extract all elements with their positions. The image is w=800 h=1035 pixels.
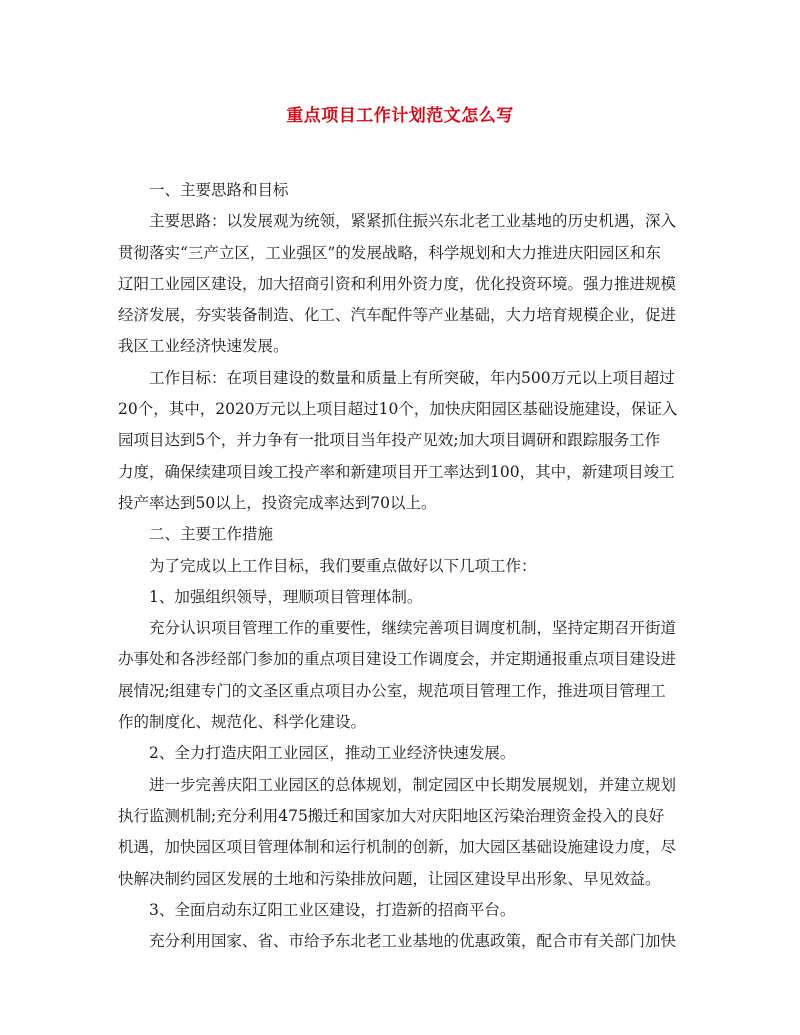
section-heading: 二、主要工作措施 [149,525,274,544]
document-title: 重点项目工作计划范文怎么写 [286,106,514,126]
paragraph: 充分利用国家、省、市给予东北老工业基地的优惠政策，配合市有关部门加快 [149,932,677,951]
paragraph: 充分认识项目管理工作的重要性，继续完善项目调度机制，坚持定期召开街道 办事处和各涉经部门参加的重点项目建设工作调度会，并定期通报重点项目建设进 展情况;组建专门的文圣区重点项目办公室，规范项目管理工作，推进项目管理工 作的制度化、规范化、科学化建设。 [118,619,677,732]
paragraph: 为了完成以上工作目标，我们要重点做好以下几项工作： [149,556,537,575]
subsection-heading: 2、全力打造庆阳工业园区，推动工业经济快速发展。 [149,744,516,763]
paragraph: 主要思路：以发展观为统领，紧紧抓住振兴东北老工业基地的历史机遇，深入 贯彻落实“三产立区，工业强区”的发展战略，科学规划和大力推进庆阳园区和东 辽阳工业园区建设，加大招商引资和利用外资力度，优化投资环境。强力推进规模 经济发展，夯实装备制造、化工、汽车配件等产业基础，大力培育规模企业，促进 我区工业经济快速发展。 [118,212,677,356]
subsection-heading: 3、全面启动东辽阳工业区建设，打造新的招商平台。 [149,900,516,919]
paragraph: 进一步完善庆阳工业园区的总体规划，制定园区中长期发展规划，并建立规划 执行监测机制;充分利用475搬迁和国家加大对庆阳地区污染治理资金投入的良好 机遇，加快园区项目管理体制和运行机制的创新，加大园区基础设施建设力度，尽 快解决制约园区发展的土地和污染排放问题，让园区建设早出形象、早见效益。 [118,775,677,888]
subsection-heading: 1、加强组织领导，理顺项目管理体制。 [149,587,423,606]
section-heading: 一、主要思路和目标 [149,181,289,199]
paragraph: 工作目标：在项目建设的数量和质量上有所突破，年内500万元以上项目超过 20个，其中，2020万元以上项目超过10个，加快庆阳园区基础设施建设，保证入 园项目达到5个，并力争有一批项目当年投产见效;加大项目调研和跟踪服务工作 力度，确保续建项目竣工投产率和新建项目开工率达到100，其中，新建项目竣工 投产率达到50以上，投资完成率达到70以上。 [118,368,678,512]
document-body [118,175,684,957]
